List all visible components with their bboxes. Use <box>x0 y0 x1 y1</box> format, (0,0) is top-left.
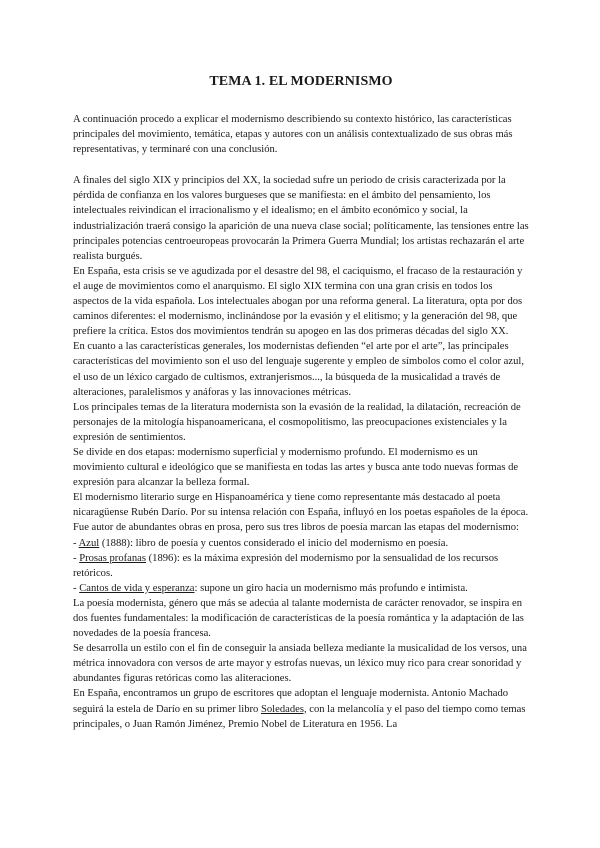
work-prefix: - <box>73 537 79 549</box>
paragraph-themes: Los principales temas de la literatura modernista son la evasión de la realidad, la dilatación, recreación de personajes de la mitología hispanoamericana, el cosmopolitismo, las preocupaciones existenciales y la expresión de sentimientos. <box>73 401 521 443</box>
work-item-cantos <box>73 581 529 596</box>
paragraph-spain: En España, esta crisis se ve agudizada por el desastre del 98, el caciquismo, el fracaso de la restauración y el auge de movimientos como el anarquismo. El siglo XIX termina con una gran crisis en todos los aspectos de la vida española. Los intelectuales abogan por una reforma general. La literatura, opta por dos caminos diferentes: el modernismo, inclinándose por la evasión y el elitismo; y la generación del 98, que prefiere la crítica. Estos dos movimientos tendrán su apogeo en las dos primeras décadas del siglo XX. <box>73 265 523 338</box>
paragraph-stages: Se divide en dos etapas: modernismo superficial y modernismo profundo. El modernismo es un movimiento cultural e ideológico que se manifiesta en todas las artes y busca ante todo nuevas formas de expresión para alcanzar la belleza formal. <box>73 446 519 489</box>
work-prefix: - <box>73 552 80 564</box>
paragraph-ruben-dario: El modernismo literario surge en Hispanoamérica y tiene como representante más destacado al poeta nicaragüense Rubén Darío. Por su intensa relación con España, influyó en los poetas españoles de la época. Fue autor de abundantes obras en prosa, pero sus tres libros de poesía marcan las etapas del modernismo: <box>73 492 529 534</box>
paragraph-spain-writers <box>73 686 529 731</box>
document-title: TEMA 1. EL MODERNISMO <box>209 74 393 89</box>
work-title: Azul <box>78 537 100 549</box>
work-title-soledades: Soledades, <box>260 703 307 715</box>
work-description: (1896): es la máxima expresión del modernismo por la sensualidad de los recursos retóricos. <box>73 552 499 579</box>
work-item-azul <box>73 536 529 551</box>
paragraph-style: Se desarrolla un estilo con el fin de conseguir la ansiada belleza mediante la musicalidad de los versos, una métrica innovadora con versos de arte mayor y estrofas nuevas, un léxico muy rico para crear sonoridad y abundantes figuras retóricas como las aliteraciones. <box>73 643 527 685</box>
work-title: Prosas profanas <box>79 552 146 564</box>
paragraph-context: A finales del siglo XIX y principios del XX, la sociedad sufre un periodo de crisis caracterizada por la pérdida de confianza en los valores burgueses que se manifiesta: en el ámbito del pensamiento, los intelectuales reivindican el irracionalismo y el idealismo; en el ámbito económico y social, la industrialización traerá consigo la aparición de una nueva clase social; políticamente, las tensiones entre las principales potencias centroeuropeas provocarán la Primera Guerra Mundial; los artistas rechazarán el arte realista burgués. <box>73 175 529 262</box>
work-title: Cantos de vida y esperanza <box>79 582 195 594</box>
work-description: : supone un giro hacia un modernismo más profundo e intimista. <box>194 582 468 594</box>
text-after: con la melancolía y el paso del tiempo como temas principales, o Juan Ramón Jiménez, Premio Nobel de Literatura en 1956. La <box>73 703 526 730</box>
intro-paragraph: A continuación procedo a explicar el modernismo describiendo su contexto histórico, las características principales del movimiento, temática, etapas y autores con un análisis contextualizado de sus obras más representativas, y terminaré con una conclusión. <box>73 114 513 156</box>
text-before: En España, encontramos un grupo de escritores que adoptan el lenguaje modernista. Antonio Machado seguirá la estela de Darío en su primer libro <box>73 688 509 715</box>
work-prefix: - <box>73 582 80 594</box>
paragraph-poetry-sources: La poesía modernista, género que más se adecúa al talante modernista de carácter renovador, se inspira en dos fuentes fundamentales: la modificación de características de la poesía romántica y la adaptación de las novedades de la poesía francesa. <box>73 597 524 640</box>
work-item-prosas-profanas <box>73 551 529 581</box>
work-description: (1888): libro de poesía y cuentos considerado el inicio del modernismo en poesía. <box>99 537 449 549</box>
paragraph-characteristics: En cuanto a las características generales, los modernistas defienden “el arte por el arte”, las principales características del movimiento son el uso del lenguaje sugerente y empleo de símbolos como el color azul, el uso de un léxico cargado de cultismos, extranjerismos..., la búsqueda de la musicalidad a través de alteraciones, paralelismos y anáforas y las innovaciones métricas. <box>73 341 524 398</box>
